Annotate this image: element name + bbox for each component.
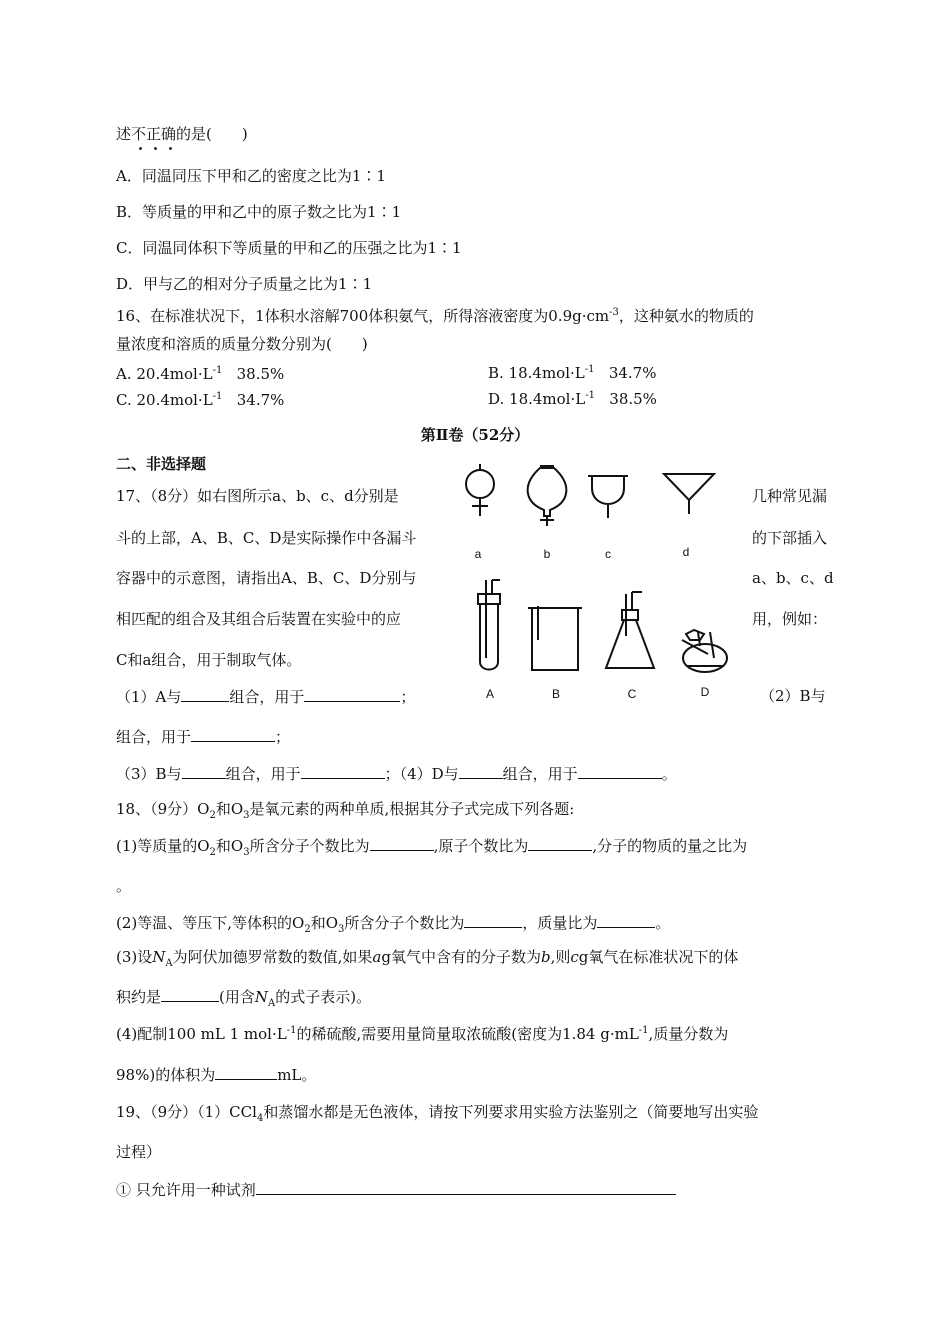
vessel-label-b: B: [551, 687, 561, 701]
q15-option-b: B．等质量的甲和乙中的原子数之比为1∶1: [116, 203, 402, 221]
q16-option-b: B. $18.4mol\cdot L^{-1}$ 34.7%: [488, 364, 657, 382]
q18-item1-end: 。: [116, 877, 132, 895]
q18-stem: 18、（9分）$O_2$和$O_3$是氧元素的两种单质,根据其分子式完成下列各题:: [116, 800, 575, 821]
q18-item2: (2)等温、等压下,等体积的$O_2$和$O_3$所含分子个数比为 ，质量比为 。: [116, 914, 671, 935]
q15-option-c: C．同温同体积下等质量的甲和乙的压强之比为1∶1: [116, 239, 462, 257]
q17-line5: C和a组合，用于制取气体。: [116, 651, 302, 669]
q19-stem-cont: 过程）: [116, 1143, 162, 1161]
q15-option-d: D．甲与乙的相对分子质量之比为1∶1: [116, 275, 373, 293]
q17-line2: 斗的上部，A、B、C、D是实际操作中各漏斗: [116, 529, 417, 547]
vessel-c-icon: [606, 592, 654, 668]
vessel-label-c: C: [627, 687, 637, 701]
funnel-label-c: c: [605, 547, 611, 561]
funnel-d-icon: [664, 474, 714, 514]
q15-stem: 述不正确的是( ): [116, 125, 248, 143]
funnel-label-b: b: [543, 547, 551, 561]
q17-line3: 容器中的示意图，请指出A、B、C、D分别与: [116, 569, 417, 587]
q16-option-a: A. $20.4mol\cdot L^{-1}$ 38.5%: [116, 365, 285, 383]
answer-blank[interactable]: [459, 763, 503, 779]
q19-stem: 19、（9分）（1）CCl$_4$和蒸馏水都是无色液体，请按下列要求用实验方法鉴别之（简要地写出实验: [116, 1103, 759, 1124]
q16-stem-line2: 量浓度和溶质的质量分数分别为( ): [116, 335, 368, 353]
q17-part3-4: （3）B与 组合，用于 ；（4）D与 组合，用于 。: [116, 765, 677, 783]
q15-option-a: A．同温同压下甲和乙的密度之比为1∶1: [116, 167, 386, 185]
q17-line4-right: 用，例如：: [752, 610, 828, 628]
q17-line3-right: a、b、c、d: [752, 569, 834, 587]
volume-title: 第Ⅱ卷（52分）: [420, 426, 530, 444]
answer-blank[interactable]: [597, 912, 655, 928]
apparatus-figure: [450, 462, 750, 712]
answer-blank[interactable]: [464, 912, 522, 928]
q18-item3: (3)设$N_A$为阿伏加德罗常数的数值,如果ag氧气中含有的分子数为b,则cg氧气在标准状况下的体: [116, 948, 739, 969]
q18-item1: (1)等质量的$O_2$和$O_3$所含分子个数比为 ,原子个数比为 ,分子的物质的量之比为: [116, 837, 748, 858]
q18-item4-cont: 98%)的体积为 mL。: [116, 1066, 317, 1084]
q17-line1: 17、（8分）如右图所示a、b、c、d分别是: [116, 487, 399, 505]
vessel-b-icon: [528, 606, 582, 670]
q17-part2: 组合，用于 ；: [116, 728, 291, 746]
funnel-b-icon: [528, 466, 567, 526]
vessel-label-d: D: [700, 685, 710, 699]
q17-line1-right: 几种常见漏: [752, 487, 828, 505]
funnel-label-a: a: [474, 547, 482, 561]
q16-option-c: C. $20.4mol\cdot L^{-1}$ 34.7%: [116, 391, 285, 409]
answer-blank[interactable]: [256, 1179, 676, 1195]
answer-blank[interactable]: [181, 686, 229, 702]
vessel-d-icon: [682, 630, 727, 672]
answer-blank[interactable]: [578, 763, 662, 779]
funnel-c-icon: [588, 476, 628, 518]
answer-blank[interactable]: [528, 835, 592, 851]
answer-blank[interactable]: [370, 835, 434, 851]
q18-item3-cont: 积约是 (用含$N_A$的式子表示)。: [116, 988, 372, 1009]
funnel-label-d: d: [682, 545, 690, 559]
answer-blank[interactable]: [304, 686, 400, 702]
answer-blank[interactable]: [161, 986, 219, 1002]
q16-stem-line1: 16、在标准状况下，1体积水溶解700体积氨气，所得溶液密度为$0.9g\cdot cm^{-3}$，这种氨水的物质的: [116, 307, 754, 325]
q19-part1: ① 只允许用一种试剂: [116, 1179, 676, 1200]
q18-item4: (4)配制100 mL 1 $mol\cdot L^{-1}$的稀硫酸,需要用量筒量取浓硫酸(密度为1.84 $g\cdot mL^{-1}$,质量分数为: [116, 1025, 729, 1043]
q17-line4: 相匹配的组合及其组合后装置在实验中的应: [116, 610, 402, 628]
section-heading: 二、非选择题: [116, 455, 207, 473]
q17-part1: （1）A与 组合，用于 ；: [116, 688, 416, 706]
vessel-a-icon: [478, 580, 500, 670]
answer-blank[interactable]: [215, 1064, 277, 1080]
answer-blank[interactable]: [191, 726, 275, 742]
vessel-label-a: A: [485, 687, 495, 701]
emphasis-dots: 不正确: [131, 125, 177, 143]
answer-blank[interactable]: [301, 763, 385, 779]
funnel-a-icon: [466, 464, 494, 516]
q16-option-d: D. $18.4mol\cdot L^{-1}$ 38.5%: [488, 390, 657, 408]
q17-line2-right: 的下部插入: [752, 529, 828, 547]
q17-part2-start: （2）B与: [760, 687, 826, 705]
answer-blank[interactable]: [182, 763, 226, 779]
